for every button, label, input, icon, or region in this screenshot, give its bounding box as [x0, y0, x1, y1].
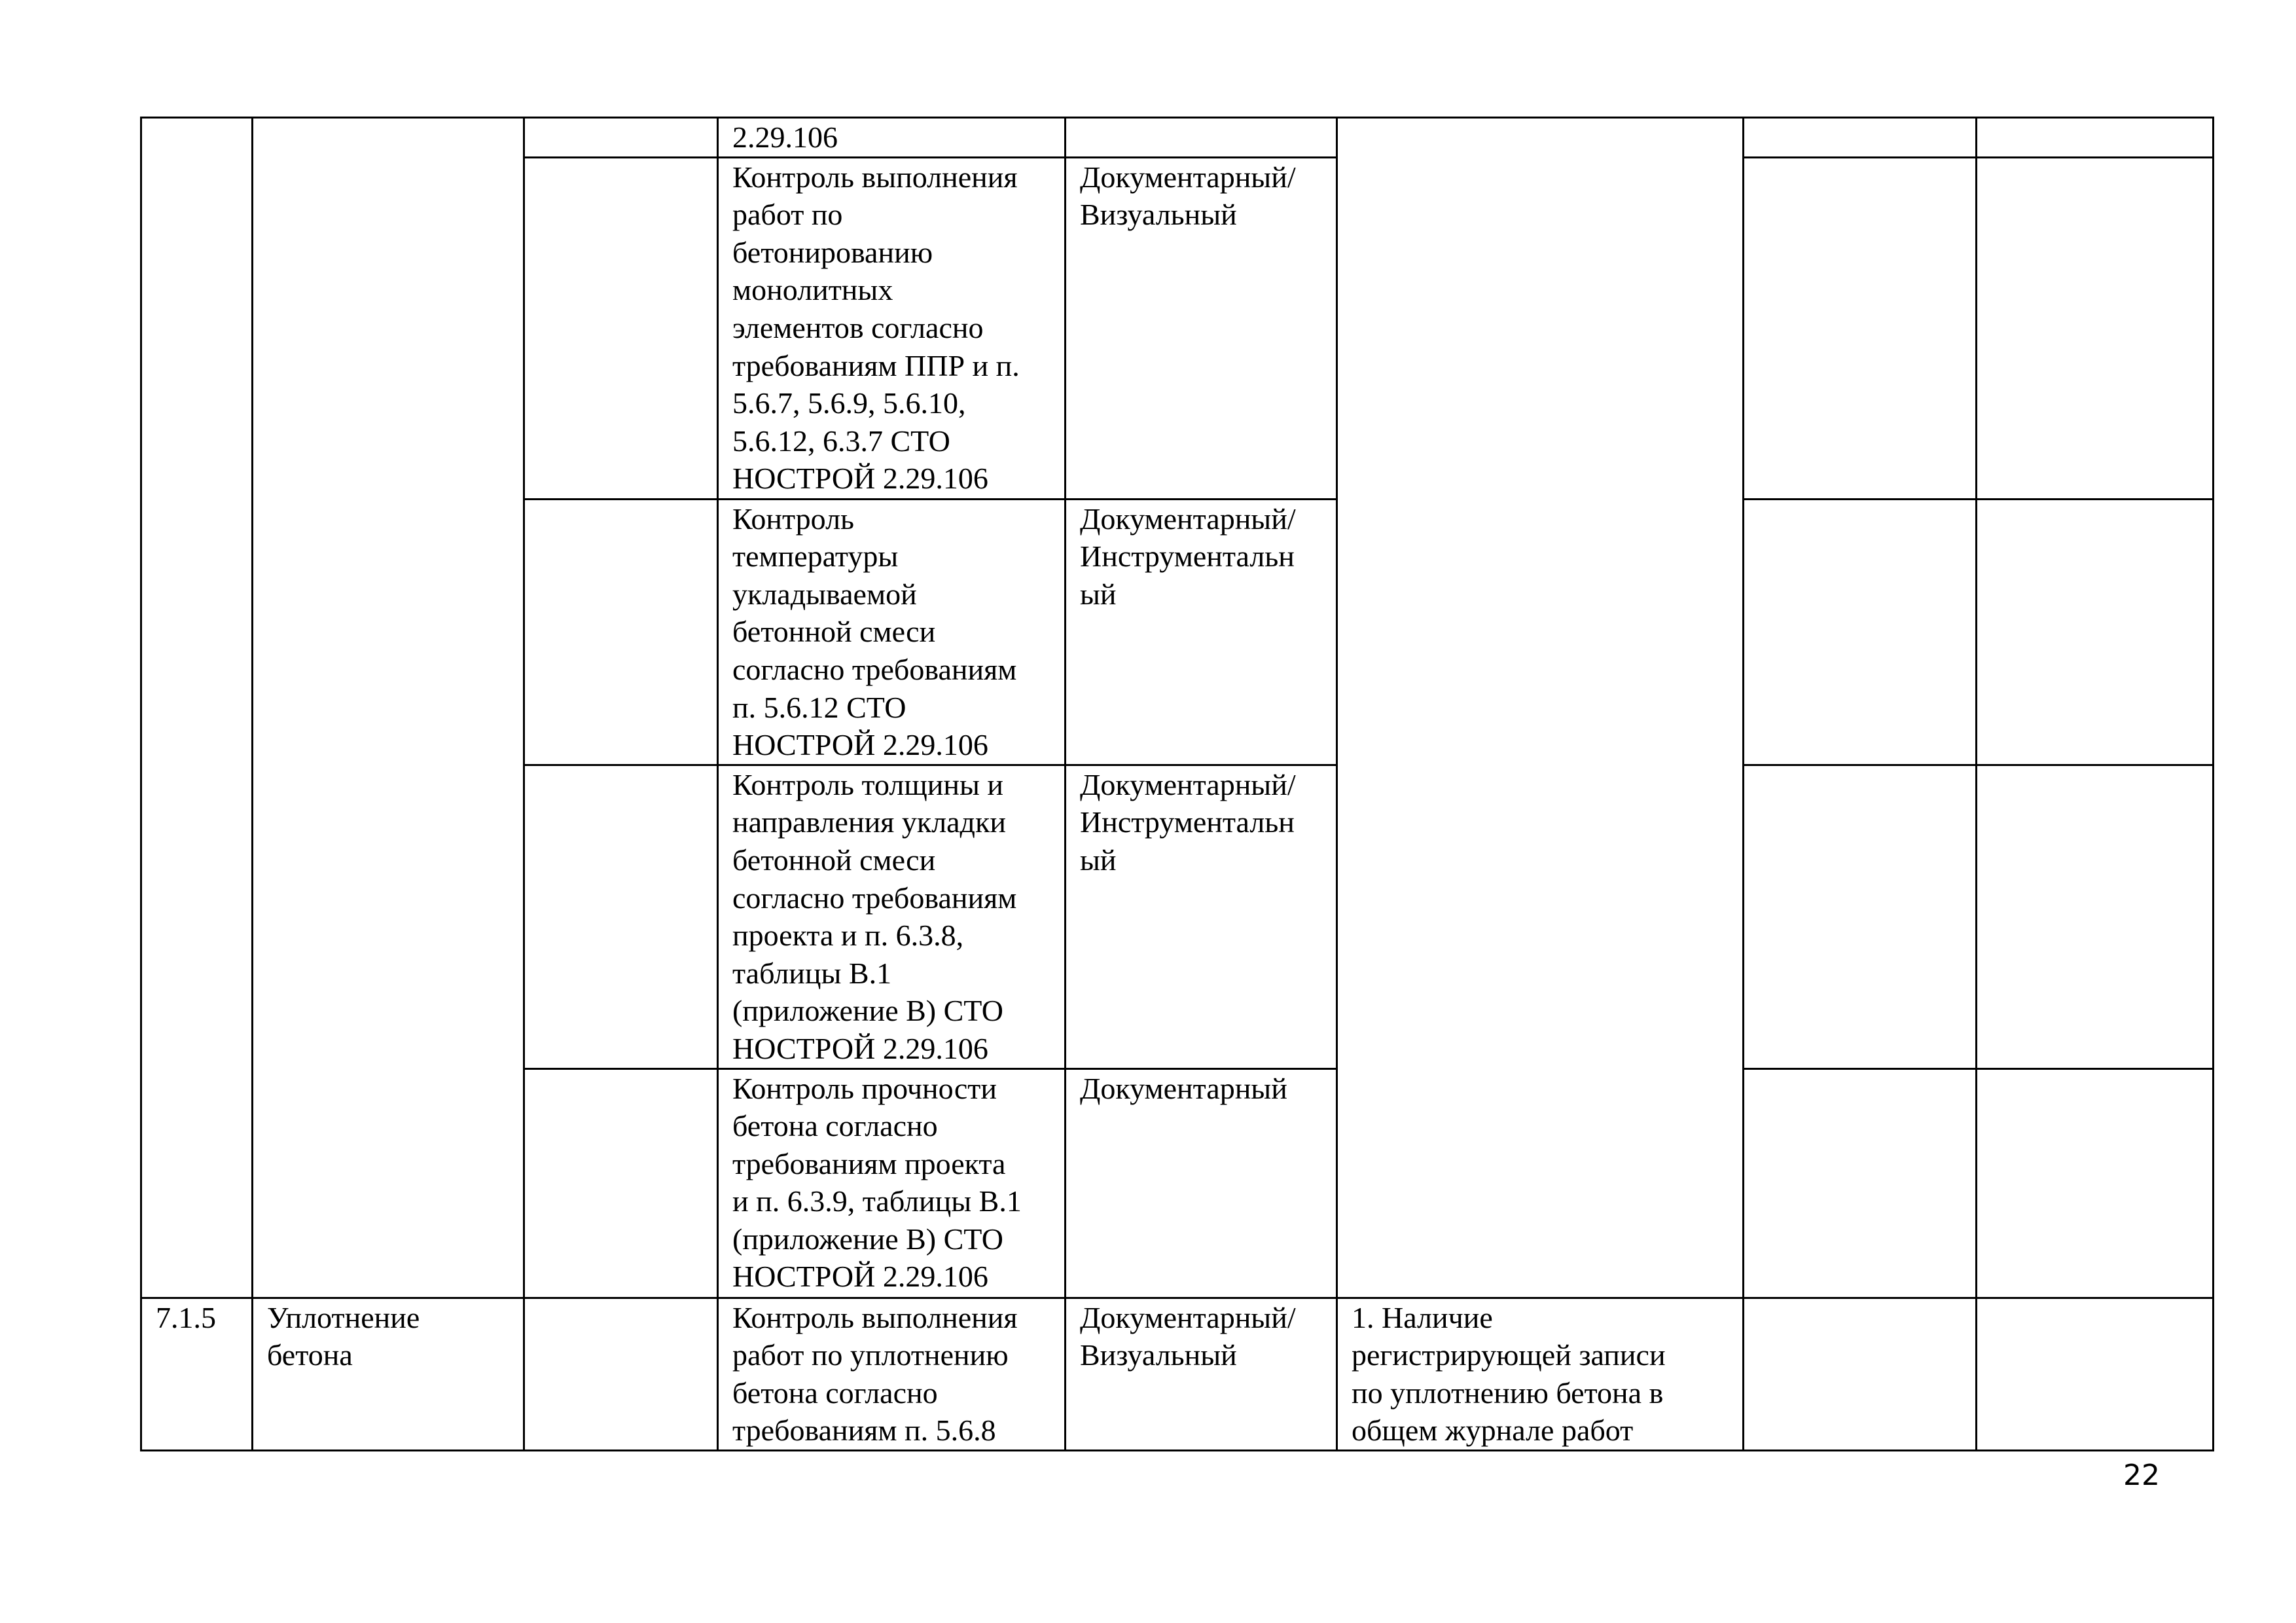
method-cell: Документарный/ Визуальный: [1066, 1298, 1337, 1450]
blank-cell: [524, 118, 718, 158]
control-item-cell: Контроль выполнения работ по уплотнению бетона согласно требованиям п. 5.6.8: [718, 1298, 1066, 1450]
evidence-cell: 1. Наличие регистрирующей записи по уплотнению бетона в общем журнале работ: [1337, 1298, 1744, 1450]
blank-cell: [1744, 499, 1977, 765]
inspection-table: [140, 117, 2214, 1451]
blank-cell: [524, 157, 718, 499]
control-item-cell: Контроль выполнения работ по бетонированию монолитных элементов согласно требованиям ППР и п. 5.6.7, 5.6.9, 5.6.10, 5.6.12, 6.3.7 СТО НОСТРОЙ 2.29.106: [718, 157, 1066, 499]
blank-cell: [1744, 118, 1977, 158]
table-row: [141, 118, 2214, 158]
blank-cell: [1977, 1298, 2214, 1450]
method-cell: Документарный/ Визуальный: [1066, 157, 1337, 499]
number-cell-empty: [141, 118, 253, 1298]
page-number: 22: [2123, 1459, 2160, 1492]
method-cell: Документарный: [1066, 1068, 1337, 1298]
method-cell: Документарный/ Инструментальн ый: [1066, 765, 1337, 1068]
evidence-cell-empty: [1337, 118, 1744, 1298]
blank-cell: [1744, 1298, 1977, 1450]
control-item-cell: Контроль толщины и направления укладки бетонной смеси согласно требованиям проекта и п. 6.3.8, таблицы В.1 (приложение В) СТО НОСТРОЙ 2.29.106: [718, 765, 1066, 1068]
blank-cell: [524, 765, 718, 1068]
blank-cell: [1744, 157, 1977, 499]
table-row: [141, 1298, 2214, 1450]
blank-cell: [1977, 1068, 2214, 1298]
blank-cell: [1977, 765, 2214, 1068]
blank-cell: [524, 499, 718, 765]
blank-cell: [1744, 1068, 1977, 1298]
blank-cell: [1977, 157, 2214, 499]
blank-cell: [524, 1298, 718, 1450]
blank-cell: [524, 1068, 718, 1298]
section-number: 7.1.5: [141, 1298, 253, 1450]
control-item-cell: Контроль температуры укладываемой бетонной смеси согласно требованиям п. 5.6.12 СТО НОСТРОЙ 2.29.106: [718, 499, 1066, 765]
control-item-cell: Контроль прочности бетона согласно требованиям проекта и п. 6.3.9, таблицы В.1 (приложение В) СТО НОСТРОЙ 2.29.106: [718, 1068, 1066, 1298]
section-name: Уплотнение бетона: [253, 1298, 524, 1450]
blank-cell: [1977, 499, 2214, 765]
control-item-cell: 2.29.106: [718, 118, 1066, 158]
name-cell-empty: [253, 118, 524, 1298]
method-cell: [1066, 118, 1337, 158]
method-cell: Документарный/ Инструментальн ый: [1066, 499, 1337, 765]
blank-cell: [1744, 765, 1977, 1068]
blank-cell: [1977, 118, 2214, 158]
